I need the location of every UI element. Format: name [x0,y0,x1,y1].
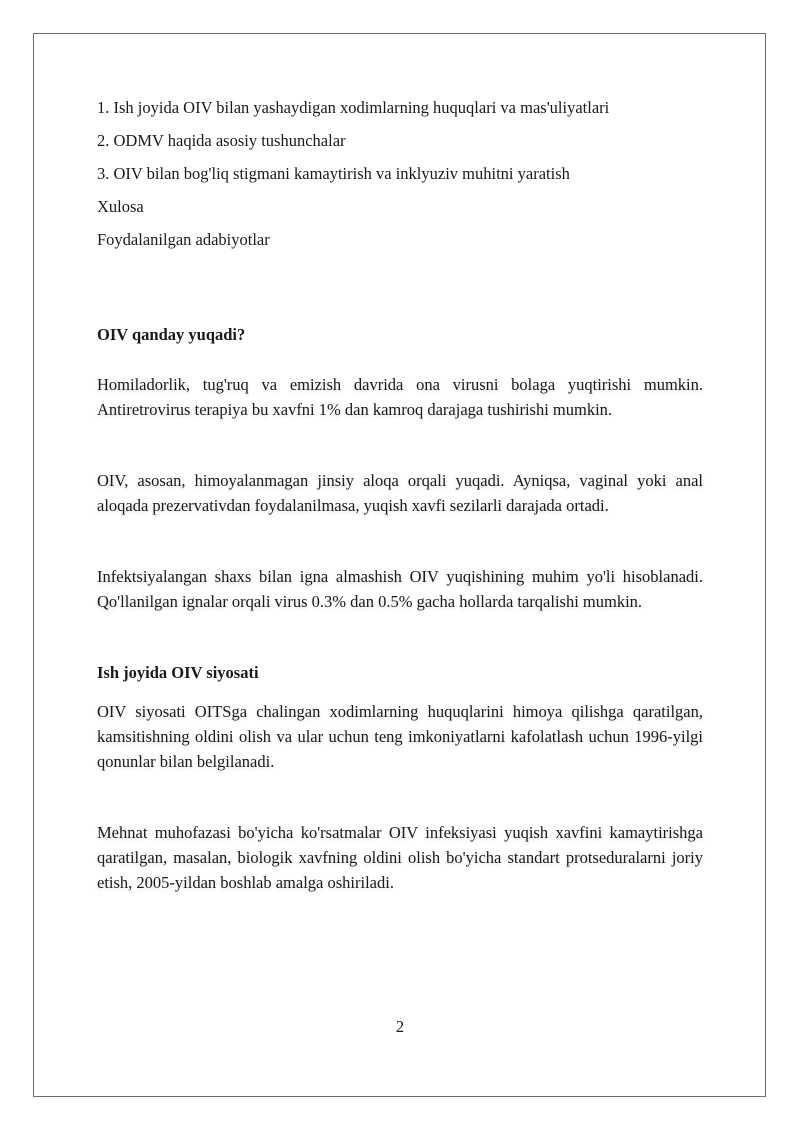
table-of-contents [97,95,703,252]
toc-item: Xulosa [97,197,144,216]
toc-item: Foydalanilgan adabiyotlar [97,230,270,249]
document-content [97,95,703,895]
paragraph: Homiladorlik, tug'ruq va emizish davrida ona virusni bolaga yuqtirishi mumkin. Antiretrovirus terapiya bu xavfni 1% dan kamroq darajaga tushirishi mumkin. [97,375,703,419]
paragraph: Infektsiyalangan shaxs bilan igna almashish OIV yuqishining muhim yo'li hisoblanadi. Qo'llanilgan ignalar orqali virus 0.3% dan 0.5% gacha hollarda tarqalishi mumkin. [97,567,703,611]
paragraph: OIV siyosati OITSga chalingan xodimlarning huquqlarini himoya qilishga qaratilgan, kamsitishning oldini olish va ular uchun teng imkoniyatlarni kafolatlash uchun 1996-yilgi qonunlar bilan belgilanadi. [97,702,703,771]
toc-item: 2. ODMV haqida asosiy tushunchalar [97,131,346,150]
page-number: 2 [395,1017,405,1036]
toc-item: 3. OIV bilan bog'liq stigmani kamaytirish va inklyuziv muhitni yaratish [97,164,570,183]
paragraph: Mehnat muhofazasi bo'yicha ko'rsatmalar OIV infeksiyasi yuqish xavfini kamaytirishga qaratilgan, masalan, biologik xavfning oldini olish bo'yicha standart protseduralarni joriy etish, 2005-yildan boshlab amalga oshiriladi. [97,823,703,892]
paragraph: OIV, asosan, himoyalanmagan jinsiy aloqa orqali yuqadi. Ayniqsa, vaginal yoki anal aloqada prezervativdan foydalanilmasa, yuqish xavfi sezilarli darajada ortadi. [97,471,703,515]
section-heading-transmission: OIV qanday yuqadi? [97,325,246,344]
toc-item: 1. Ish joyida OIV bilan yashaydigan xodimlarning huquqlari va mas'uliyatlari [97,98,610,117]
section-heading-policy: Ish joyida OIV siyosati [97,663,259,682]
